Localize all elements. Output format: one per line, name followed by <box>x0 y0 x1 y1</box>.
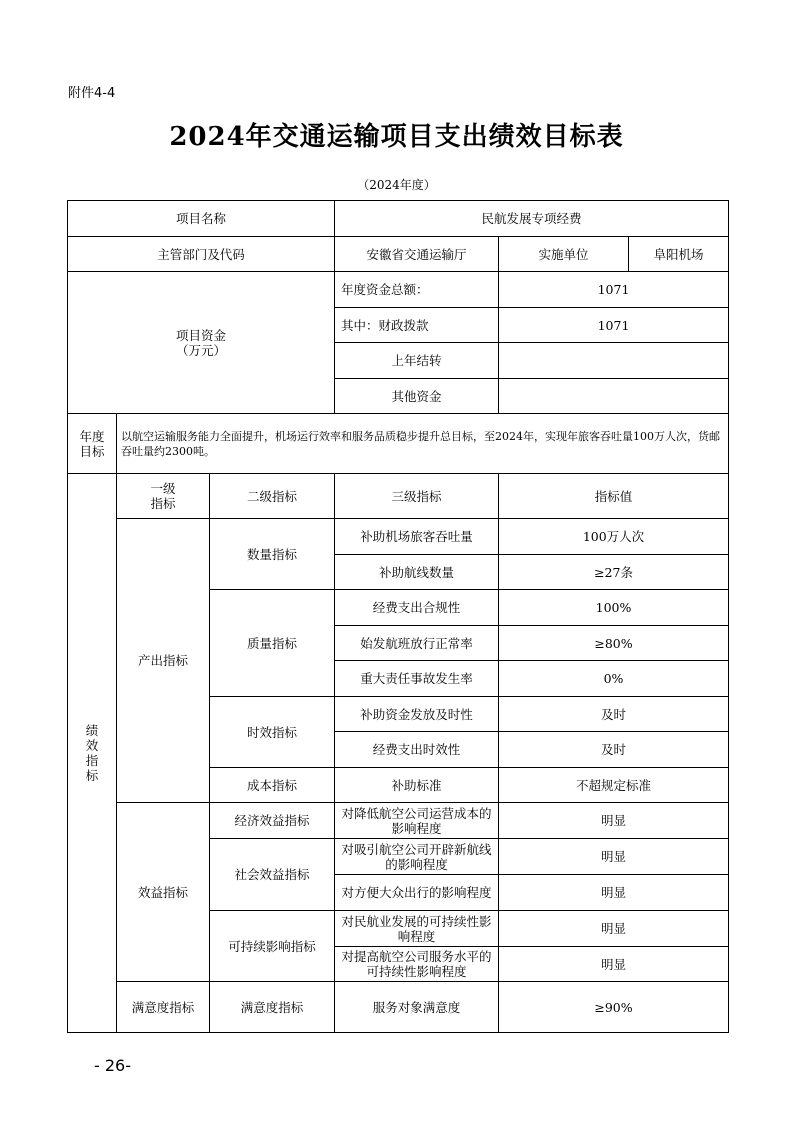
funds-fiscal-label: 其中：财政拨款 <box>335 308 499 343</box>
indicator-value: 明显 <box>499 803 729 839</box>
indicator-value: ≥90% <box>499 982 729 1033</box>
satisfaction-level1: 满意度指标 <box>117 982 210 1033</box>
perf-label-char: 指 <box>85 753 99 768</box>
goal-text: 以航空运输服务能力全面提升，机场运行效率和服务品质稳步提升总目标，至2024年，实现年旅客吞吐量100万人次，货邮吞吐量约2300吨。 <box>117 414 729 474</box>
funds-carry-value <box>499 343 729 379</box>
dept-label: 主管部门及代码 <box>68 237 335 272</box>
indicator-name: 服务对象满意度 <box>335 982 499 1033</box>
indicator-value: 明显 <box>499 875 729 911</box>
indicator-name: 对方便大众出行的影响程度 <box>335 875 499 911</box>
header-level3: 三级指标 <box>335 474 499 519</box>
output-label: 产出指标 <box>117 519 210 803</box>
indicator-value: 100万人次 <box>499 519 729 555</box>
indicator-name: 经费支出合规性 <box>335 590 499 626</box>
performance-table <box>67 200 729 1033</box>
indicator-value: 明显 <box>499 839 729 875</box>
indicator-value: 100% <box>499 590 729 626</box>
indicator-value: ≥27条 <box>499 555 729 590</box>
satisfaction-level2: 满意度指标 <box>210 982 335 1033</box>
table-row <box>68 272 729 308</box>
funds-carry-label: 上年结转 <box>335 343 499 379</box>
dept-value: 安徽省交通运输厅 <box>335 237 499 272</box>
indicator-name: 补助标准 <box>335 768 499 803</box>
funds-label-cell <box>68 272 335 414</box>
cost-label: 成本指标 <box>210 768 335 803</box>
table-row <box>68 237 729 272</box>
indicator-value: ≥80% <box>499 626 729 661</box>
indicator-name: 对降低航空公司运营成本的影响程度 <box>335 803 499 839</box>
impl-label: 实施单位 <box>499 237 629 272</box>
table-row <box>68 803 729 839</box>
funds-total-label: 年度资金总额： <box>335 272 499 308</box>
table-row <box>68 519 729 555</box>
indicator-name: 始发航班放行正常率 <box>335 626 499 661</box>
indicator-name: 经费支出时效性 <box>335 732 499 768</box>
indicator-value: 明显 <box>499 911 729 947</box>
econ-label: 经济效益指标 <box>210 803 335 839</box>
project-name-label: 项目名称 <box>68 201 335 237</box>
sustain-label: 可持续影响指标 <box>210 911 335 982</box>
quality-label: 质量指标 <box>210 590 335 697</box>
indicator-value: 不超规定标准 <box>499 768 729 803</box>
funds-other-value <box>499 379 729 414</box>
funds-unit: （万元） <box>176 342 227 358</box>
table-row <box>68 414 729 474</box>
funds-total-value: 1071 <box>499 272 729 308</box>
header-level1-cell <box>117 474 210 519</box>
indicator-value: 及时 <box>499 732 729 768</box>
indicator-name: 重大责任事故发生率 <box>335 661 499 697</box>
perf-label-cell <box>68 474 117 1033</box>
table-row <box>68 474 729 519</box>
project-name-value: 民航发展专项经费 <box>335 201 729 237</box>
funds-label: 项目资金 <box>176 327 227 343</box>
perf-label-char: 效 <box>85 738 99 753</box>
table-row <box>68 982 729 1033</box>
funds-other-label: 其他资金 <box>335 379 499 414</box>
perf-label-char: 绩 <box>85 723 99 738</box>
impl-value: 阜阳机场 <box>629 237 729 272</box>
page-title: 2024年交通运输项目支出绩效目标表 <box>169 122 624 152</box>
indicator-name: 对提高航空公司服务水平的可持续性影响程度 <box>335 947 499 982</box>
time-label: 时效指标 <box>210 697 335 768</box>
attachment-label: 附件4-4 <box>68 86 116 101</box>
indicator-name: 对吸引航空公司开辟新航线的影响程度 <box>335 839 499 875</box>
header-value: 指标值 <box>499 474 729 519</box>
indicator-name: 对民航业发展的可持续性影响程度 <box>335 911 499 947</box>
quantity-label: 数量指标 <box>210 519 335 590</box>
table-row <box>68 201 729 237</box>
indicator-value: 0% <box>499 661 729 697</box>
goal-label-cell <box>68 414 117 474</box>
indicator-name: 补助机场旅客吞吐量 <box>335 519 499 555</box>
goal-label-2: 目标 <box>79 443 105 459</box>
indicator-name: 补助资金发放及时性 <box>335 697 499 732</box>
indicator-name: 补助航线数量 <box>335 555 499 590</box>
perf-label-char: 标 <box>85 768 99 783</box>
header-level1-a: 一级 <box>150 481 176 496</box>
header-level2: 二级指标 <box>210 474 335 519</box>
goal-label-1: 年度 <box>79 428 105 444</box>
benefit-label: 效益指标 <box>117 803 210 982</box>
social-label: 社会效益指标 <box>210 839 335 911</box>
header-level1-b: 指标 <box>150 496 176 511</box>
indicator-value: 及时 <box>499 697 729 732</box>
indicator-value: 明显 <box>499 947 729 982</box>
year-label: （2024年度） <box>357 178 436 192</box>
page-number: - 26- <box>94 1056 131 1075</box>
funds-fiscal-value: 1071 <box>499 308 729 343</box>
